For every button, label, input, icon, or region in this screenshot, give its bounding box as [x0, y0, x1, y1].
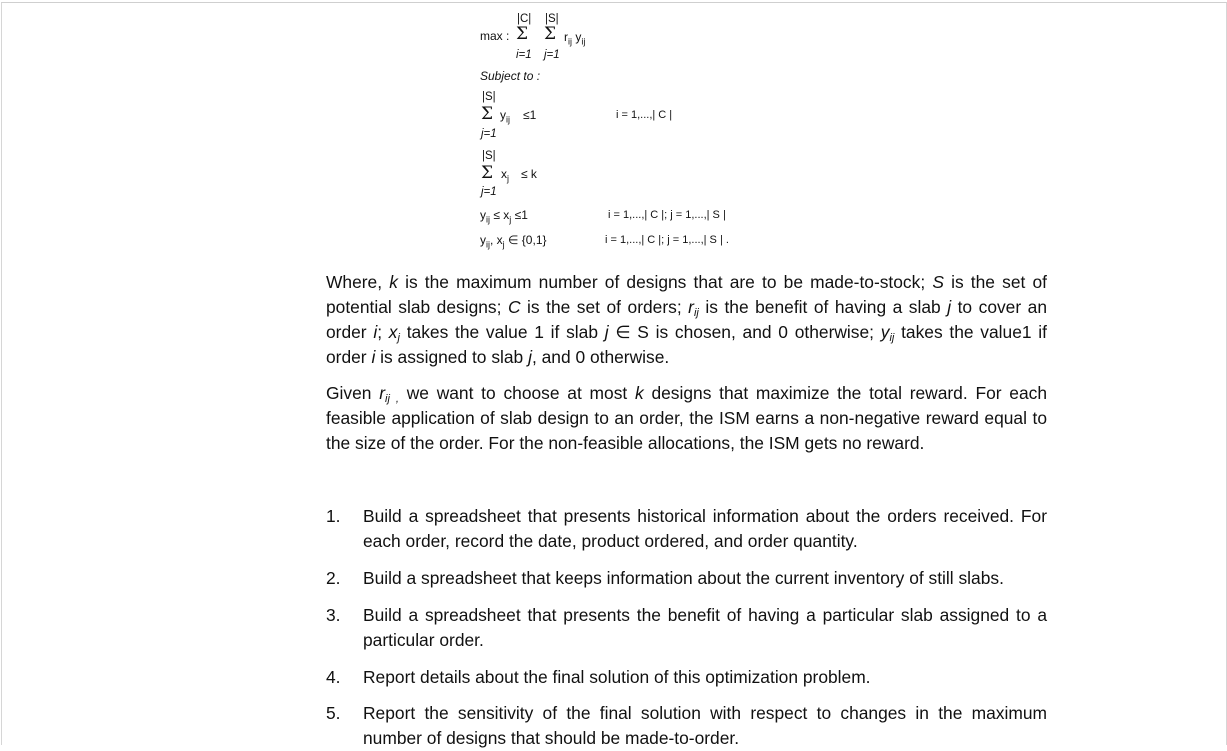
c2-body	[501, 168, 509, 183]
p1-text: takes the value1 if order	[326, 322, 1047, 367]
p1-text: , and 0 otherwise.	[531, 347, 670, 367]
obj-r-sub: ij	[568, 36, 572, 47]
c4-body	[480, 234, 547, 249]
p1-text: is assigned to slab	[375, 347, 529, 367]
reward-paragraph	[326, 381, 1047, 456]
c1-rel: ≤1	[523, 108, 537, 122]
c1-upper: |S|	[482, 91, 496, 103]
p2-text: we want to choose at most	[398, 383, 635, 403]
p1-text: is the set of potential slab designs;	[326, 272, 1047, 317]
list-item-number: 1.	[326, 506, 341, 526]
p1-y: y	[880, 322, 890, 342]
p1-text: ;	[377, 322, 389, 342]
p1-text: is the benefit of having a slab	[698, 297, 948, 317]
c3-body	[480, 209, 528, 224]
p1-C: C	[507, 297, 521, 317]
subject-to-label: Subject to :	[480, 69, 541, 83]
c3-rel: ≤ x	[493, 208, 510, 222]
list-item-text: Build a spreadsheet that presents historical information about the orders received. For each order, record the date, product ordered, and order quantity.	[363, 506, 1047, 551]
c1-lower: j=1	[481, 128, 497, 140]
p1-j: j	[604, 322, 609, 342]
c1-range: i = 1,...,| C |	[616, 109, 673, 121]
list-item-number: 4.	[326, 667, 341, 687]
c3-x-sub: j	[509, 214, 512, 225]
c3-range: i = 1,...,| C |; j = 1,...,| S |	[608, 209, 726, 221]
list-item-text: Report the sensitivity of the final solution with respect to changes in the maximum number of designs that should be made-to-order.	[363, 703, 1047, 748]
c2-lower: j=1	[481, 186, 497, 198]
c1-body	[500, 109, 510, 124]
p1-text: ∈ S is chosen, and 0 otherwise;	[608, 322, 881, 342]
c4-sep: , x	[490, 233, 503, 247]
c2-rel: ≤ k	[521, 167, 537, 181]
c4-y-sub: ij	[486, 239, 490, 250]
sum1-upper: |C|	[517, 13, 532, 25]
c1-y: y	[500, 108, 506, 122]
p1-i: i	[371, 347, 376, 367]
p1-text: is the maximum number of designs that are to be made-to-stock;	[397, 272, 933, 292]
p2-r: r	[379, 383, 385, 403]
c4-y: y	[480, 233, 486, 247]
p1-x-sub: j	[397, 332, 400, 344]
list-item-text: Build a spreadsheet that keeps information about the current inventory of still slabs.	[363, 568, 1004, 588]
c4-x-sub: j	[502, 239, 505, 250]
variable-definitions-paragraph	[326, 270, 1047, 370]
list-item-text: Report details about the final solution of this optimization problem.	[363, 667, 871, 687]
p1-k: k	[389, 272, 398, 292]
p1-S: S	[932, 272, 944, 292]
obj-r: r	[564, 30, 568, 44]
p1-y-sub: ij	[889, 332, 895, 344]
p1-j: j	[528, 347, 532, 367]
list-item-text: Build a spreadsheet that presents the benefit of having a particular slab assigned to a particular order.	[363, 605, 1047, 650]
objective-prefix: max :	[480, 29, 510, 43]
c2-x: x	[501, 167, 507, 181]
c2-upper: |S|	[482, 150, 496, 162]
obj-y-sub: ij	[581, 36, 586, 47]
p1-text: to cover an order	[326, 297, 1047, 342]
p1-text: is the set of orders;	[520, 297, 689, 317]
c3-y: y	[480, 208, 486, 222]
p2-text: designs that maximize the total reward. For each feasible application of slab design to an order, the ISM earns a non-negative reward equal to the size of the order. For the non-feasible allocations, the ISM gets no reward.	[326, 383, 1048, 453]
p1-text: Where,	[326, 272, 390, 292]
p1-i: i	[373, 322, 378, 342]
p1-r-sub: ij	[693, 307, 699, 319]
obj-y: y	[575, 30, 582, 44]
c2-sigma: Σ	[481, 163, 494, 183]
c2-x-sub: j	[507, 173, 509, 184]
c3-y-sub: ij	[486, 214, 490, 225]
c4-range: i = 1,...,| C |; j = 1,...,| S | .	[605, 234, 729, 246]
document-page	[1, 2, 1227, 748]
c3-rel2: ≤1	[514, 208, 528, 222]
p1-j: j	[947, 297, 952, 317]
p1-r: r	[688, 297, 694, 317]
list-item-number: 2.	[326, 568, 341, 588]
p2-r-sub: ij ,	[385, 393, 399, 405]
objective-term	[564, 31, 585, 46]
sum1-lower: i=1	[516, 49, 532, 61]
p2-k: k	[635, 383, 644, 403]
c1-y-sub: ij	[506, 114, 510, 125]
c1-sigma: Σ	[481, 104, 494, 124]
sum2-lower: j=1	[544, 49, 560, 61]
list-item-number: 5.	[326, 703, 341, 723]
p1-x: x	[388, 322, 398, 342]
p2-text: Given	[326, 383, 380, 403]
sum2-upper: |S|	[545, 13, 559, 25]
sum2-sigma: Σ	[544, 24, 557, 44]
c4-set: ∈ {0,1}	[508, 233, 547, 247]
list-item-number: 3.	[326, 605, 341, 625]
sum1-sigma: Σ	[516, 24, 529, 44]
p1-text: takes the value 1 if slab	[399, 322, 605, 342]
